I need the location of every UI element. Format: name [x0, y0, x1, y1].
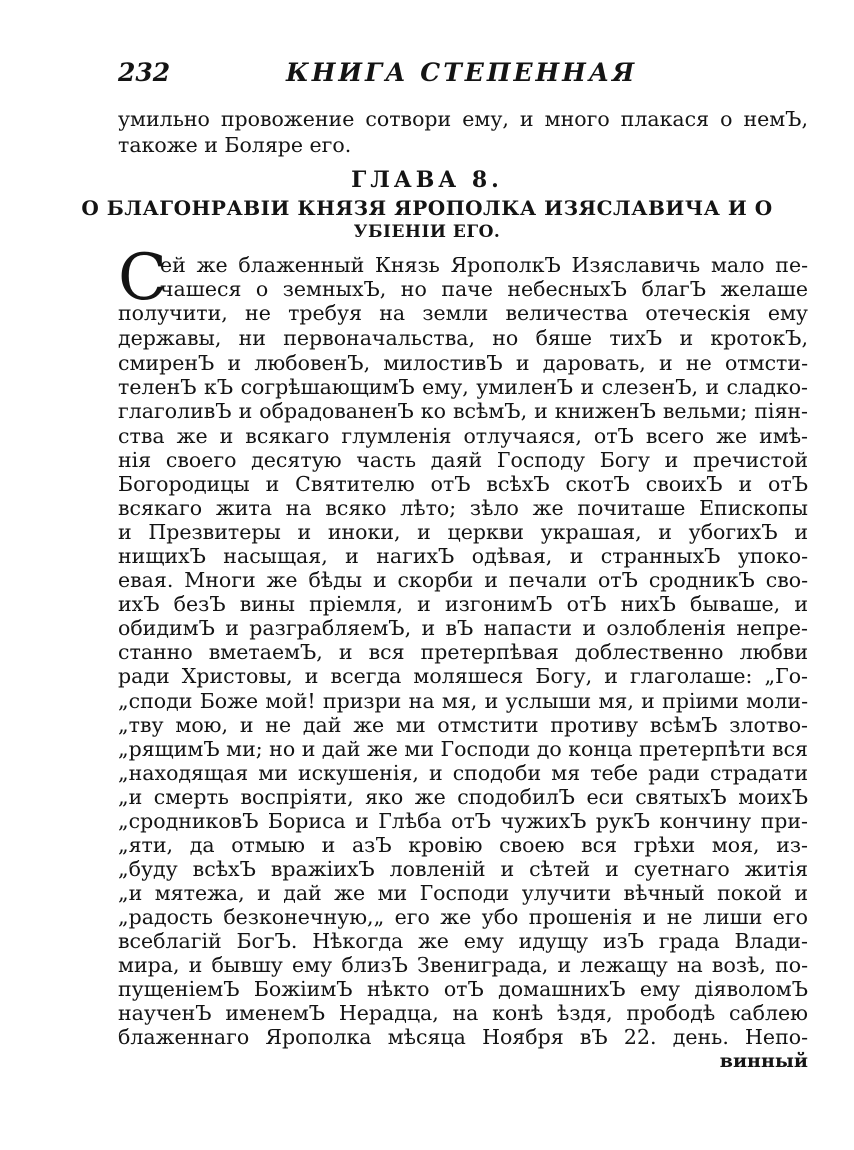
body-line: получити, не требуя на земли величества отеческія ему	[118, 301, 808, 325]
body-line: „рящимЪ ми; но и дай же ми Господи до конца претерпѣти вся	[118, 737, 808, 761]
body-line: державы, ни первоначальства, но бяше тихЪ и кротокЪ,	[118, 326, 808, 350]
body-line: блаженнаго Ярополка мѣсяца Ноября вЪ 22. день. Непо-	[118, 1025, 808, 1049]
body-line: всеблагій БогЪ. Нѣкогда же ему идущу изЪ града Влади-	[118, 929, 808, 953]
body-line: „сродниковЪ Бориса и Глѣба отЪ чужихЪ рукЪ кончину при-	[118, 809, 808, 833]
body-line: нія своего десятую часть даяй Господу Богу и пречистой	[118, 448, 808, 472]
chapter-title: ГЛАВА 8.	[351, 167, 503, 193]
body-line: „и мятежа, и дай же ми Господи улучити вѣчный покой и	[118, 881, 808, 905]
body-line: смиренЪ и любовенЪ, милостивЪ и даровать, и не отмсти-	[118, 351, 808, 375]
body-line: „буду всѣхЪ вражіихЪ ловленій и сѣтей и суетнаго житія	[118, 857, 808, 881]
body-line: „радость безконечную,„ его же убо прошенія и не лиши его	[118, 905, 808, 929]
body-line: пущеніемЪ БожіимЪ нѣкто отЪ домашнихЪ ему діяволомЪ	[118, 977, 808, 1001]
body-line: глаголивЪ и обрадованенЪ ко всѣмЪ, и книженЪ вельми; пiян-	[118, 399, 808, 423]
drop-cap: С	[118, 241, 167, 315]
body-line: ради Христовы, и всегда моляшеся Богу, и глаголаше: „Го-	[118, 664, 808, 688]
body-line: „яти, да отмыю и азЪ кровію своею вся грѣхи моя, из-	[118, 833, 808, 857]
body-line: ства же и всякаго глумленія отлучаяся, отЪ всего же имѣ-	[118, 424, 808, 448]
body-line: и Презвитеры и иноки, и церкви украшая, и убогихЪ и	[118, 520, 808, 544]
chapter-subtitle: О БЛАГОНРАВІИ КНЯЗЯ ЯРОПОЛКА ИЗЯСЛАВИЧА И О	[81, 196, 773, 220]
intro-line: умильно провожение сотвори ему, и много плакася о немЪ,	[118, 107, 808, 131]
intro-line: такожe и Боляре его.	[118, 133, 352, 157]
body-line: обидимЪ и разграбляемЪ, и вЪ напасти и озлобленія непре-	[118, 616, 808, 640]
page-number: 232	[118, 58, 171, 87]
body-line: „тву мою, и не дай же ми отмстити противу всѣмЪ злотво-	[118, 713, 808, 737]
body-line: ей же блаженный Князь ЯрополкЪ Изяславичь мало пе-	[160, 253, 808, 277]
body-line: „находящая ми искушенія, и сподоби мя тебе ради страдати	[118, 761, 808, 785]
body-line: Богородицы и Святителю отЪ всѣхЪ скотЪ своихЪ и отЪ	[118, 472, 808, 496]
body-line: „споди Боже мой! призри на мя, и услыши мя, и пріими моли-	[118, 689, 808, 713]
body-line: станно вметаемЪ, и вся претерпѣвая доблественно любви	[118, 640, 808, 664]
running-head	[118, 58, 778, 90]
chapter-subtitle: УБІЕНІИ ЕГО.	[353, 222, 501, 242]
body-line: ихЪ безЪ вины пріемля, и изгонимЪ отЪ нихЪ бываше, и	[118, 592, 808, 616]
body-line: чашеся о земныхЪ, но паче небесныхЪ благЪ желаше	[160, 277, 808, 301]
body-line: мира, и бывшу ему близЪ Звениграда, и лежащу на возѣ, по-	[118, 953, 808, 977]
body-line: теленЪ кЪ согрѣшающимЪ ему, умиленЪ и слезенЪ, и сладко-	[118, 375, 808, 399]
body-line: всякаго жита на всяко лѣто; зѣло же почиташе Епископы	[118, 496, 808, 520]
body-line: нищихЪ насыщая, и нагихЪ одѣвая, и странныхЪ упоко-	[118, 544, 808, 568]
body-line: евая. Многи же бѣды и скорби и печали отЪ сродникЪ сво-	[118, 568, 808, 592]
book-title: КНИГА СТЕПЕННАЯ	[286, 58, 638, 87]
body-line: наученЪ именемЪ Нерадца, на конѣ ѣздя, прободѣ саблею	[118, 1001, 808, 1025]
body-line: „и смерть воспріяти, яко же сподобилЪ еси святыхЪ моихЪ	[118, 785, 808, 809]
catchword: винный	[719, 1050, 808, 1072]
